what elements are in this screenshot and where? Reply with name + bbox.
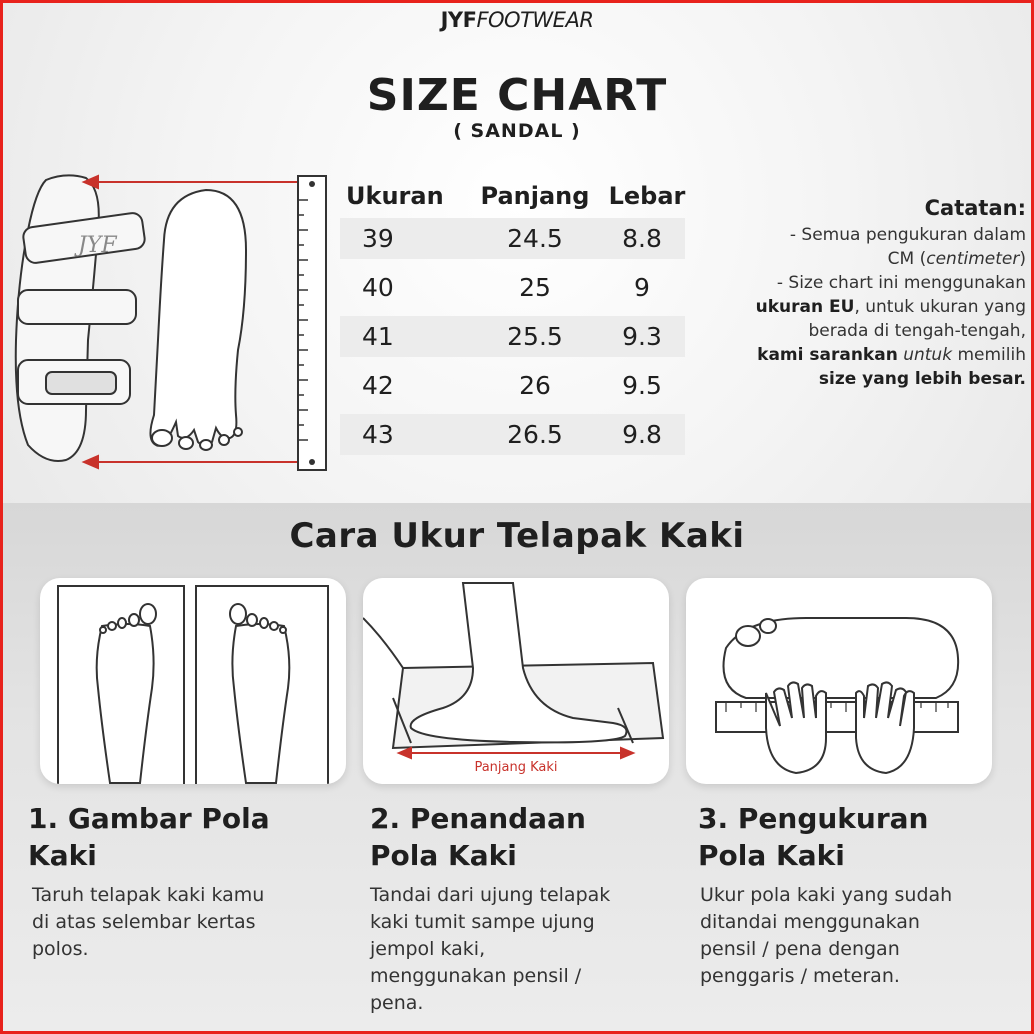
length-cell: 24.5 — [507, 224, 563, 253]
footprint-icon — [150, 190, 246, 450]
page-title: SIZE CHART — [366, 70, 668, 121]
step-1-desc: Taruh telapak kaki kamu di atas selembar kertas polos. — [32, 884, 265, 960]
width-cell: 9.8 — [622, 420, 662, 449]
notes-line: CM (centimeter) — [887, 249, 1026, 269]
step-3-card — [686, 578, 992, 784]
ruler-measure-icon — [686, 578, 992, 784]
size-table — [340, 176, 690, 461]
step-1-title: 1. Gambar Pola Kaki — [28, 802, 270, 872]
sandal-measure-illustration — [6, 160, 336, 480]
size-cell: 40 — [362, 273, 394, 302]
ruler-icon — [298, 176, 326, 470]
header-panjang: Panjang — [480, 182, 590, 210]
notes-line: berada di tengah-tengah, — [808, 321, 1026, 341]
table-row — [340, 363, 690, 412]
notes-line: size yang lebih besar. — [818, 369, 1026, 389]
width-cell: 9.5 — [622, 371, 662, 400]
length-cell: 26.5 — [507, 420, 563, 449]
foot-marking-icon — [363, 578, 669, 784]
how-to-title: Cara Ukur Telapak Kaki — [289, 516, 745, 556]
step-2-title: 2. Penandaan Pola Kaki — [370, 802, 586, 872]
length-cell: 25 — [519, 273, 551, 302]
table-header — [340, 176, 690, 216]
length-cell: 25.5 — [507, 322, 563, 351]
notes-line: - Size chart ini menggunakan — [776, 273, 1026, 293]
length-cell: 26 — [519, 371, 551, 400]
svg-text:JYF: JYF — [78, 233, 117, 258]
header-ukuran: Ukuran — [346, 182, 444, 210]
size-cell: 39 — [362, 224, 394, 253]
width-cell: 8.8 — [622, 224, 662, 253]
table-row — [340, 216, 690, 265]
width-cell: 9.3 — [622, 322, 662, 351]
table-row — [340, 412, 690, 461]
notes-line: kami sarankan untuk memilih — [757, 345, 1026, 365]
step-3-desc: Ukur pola kaki yang sudah ditandai menggunakan pensil / pena dengan penggaris / meteran. — [700, 884, 953, 987]
table-row — [340, 314, 690, 363]
two-feet-icon — [40, 578, 346, 784]
size-cell: 41 — [362, 322, 394, 351]
notes-title: Catatan: — [924, 196, 1026, 220]
table-row — [340, 265, 690, 314]
size-cell: 43 — [362, 420, 394, 449]
header-lebar: Lebar — [608, 182, 686, 210]
brand-logo: JYFFOOTWEAR — [440, 8, 594, 32]
notes-block — [700, 193, 1026, 391]
step-1-card — [40, 578, 346, 784]
step-2-card — [363, 578, 669, 784]
page-subtitle: ( SANDAL ) — [453, 120, 581, 142]
step-3-title: 3. Pengukuran Pola Kaki — [698, 802, 929, 872]
notes-line: ukuran EU, untuk ukuran yang — [755, 297, 1026, 317]
step-2-desc: Tandai dari ujung telapak kaki tumit sampe ujung jempol kaki, menggunakan pensil / pena. — [370, 884, 611, 1014]
notes-line: - Semua pengukuran dalam — [789, 225, 1026, 245]
diagram-label: Panjang Kaki — [474, 760, 558, 775]
size-cell: 42 — [362, 371, 394, 400]
sandal-icon — [16, 175, 146, 461]
width-cell: 9 — [634, 273, 650, 302]
